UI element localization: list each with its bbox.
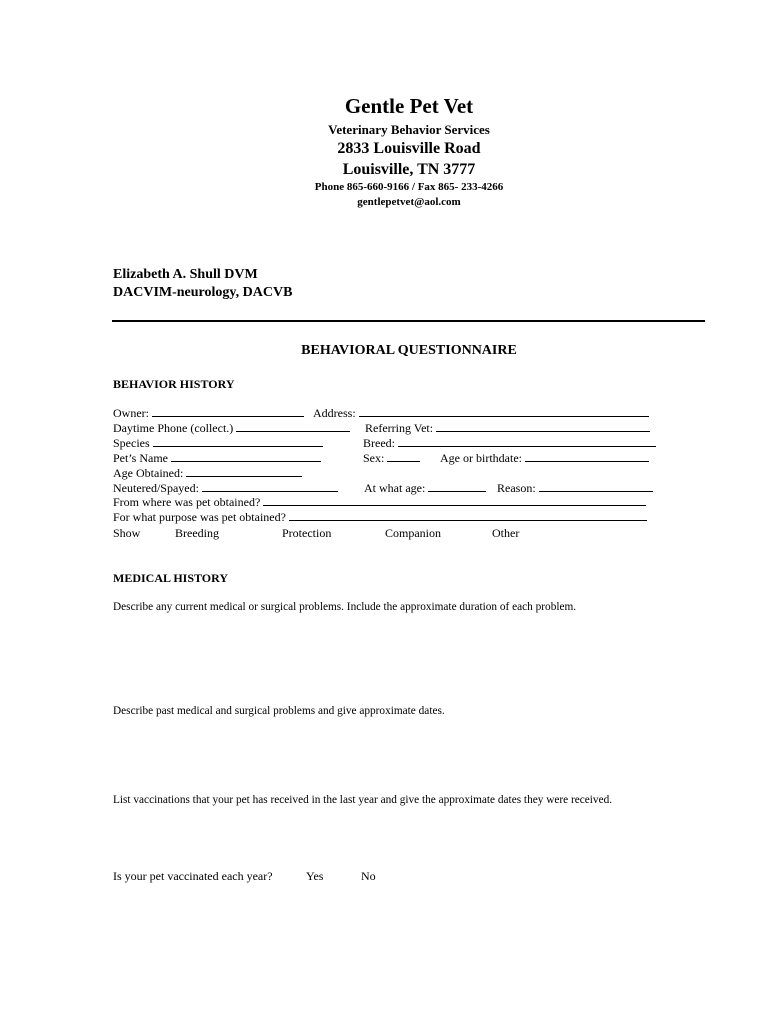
doctor-name: Elizabeth A. Shull DVM xyxy=(113,267,258,282)
referring-vet-label: Referring Vet: xyxy=(365,421,434,435)
purpose-option-show[interactable]: Show xyxy=(113,526,141,540)
behavior-history-heading: BEHAVIOR HISTORY xyxy=(113,377,235,391)
doctor-credentials: DACVIM-neurology, DACVB xyxy=(113,285,293,300)
species-line[interactable] xyxy=(153,437,323,447)
form-title: BEHAVIORAL QUESTIONNAIRE xyxy=(301,343,517,358)
clinic-city: Louisville, TN 3777 xyxy=(342,161,476,178)
clinic-name: Gentle Pet Vet xyxy=(344,94,474,118)
question-past-problems: Describe past medical and surgical problems and give approximate dates. xyxy=(113,705,445,717)
question-vaccinations: List vaccinations that your pet has received in the last year and give the approximate dates they were received. xyxy=(113,794,613,806)
question-current-problems: Describe any current medical or surgical problems. Include the approximate duration of each problem. xyxy=(113,601,577,613)
at-what-age-label: At what age: xyxy=(364,481,426,495)
referring-vet-line[interactable] xyxy=(436,422,650,432)
owner-label: Owner: xyxy=(113,406,149,420)
breed-field[interactable] xyxy=(363,436,656,451)
clinic-street: 2833 Louisville Road xyxy=(337,140,481,157)
neutered-field[interactable] xyxy=(113,481,338,496)
purpose-option-breeding[interactable]: Breeding xyxy=(175,526,219,540)
sex-field[interactable] xyxy=(363,451,420,466)
purpose-option-protection[interactable]: Protection xyxy=(282,526,332,540)
species-label: Species xyxy=(113,436,150,450)
age-birthdate-label: Age or birthdate: xyxy=(440,451,522,465)
age-obtained-label: Age Obtained: xyxy=(113,466,184,480)
where-obtained-field[interactable] xyxy=(113,495,646,510)
purpose-option-other[interactable]: Other xyxy=(492,526,520,540)
age-obtained-field[interactable] xyxy=(113,466,302,481)
daytime-phone-line[interactable] xyxy=(236,422,350,432)
daytime-phone-field[interactable] xyxy=(113,421,350,436)
age-birthdate-field[interactable] xyxy=(440,451,649,466)
reason-line[interactable] xyxy=(539,482,653,492)
purpose-obtained-label: For what purpose was pet obtained? xyxy=(113,510,286,524)
owner-line[interactable] xyxy=(152,407,304,417)
sex-line[interactable] xyxy=(387,452,420,462)
address-field[interactable] xyxy=(313,406,649,421)
purpose-obtained-line[interactable] xyxy=(289,511,647,521)
address-line[interactable] xyxy=(359,407,649,417)
at-what-age-field[interactable] xyxy=(364,481,486,496)
medical-history-heading: MEDICAL HISTORY xyxy=(113,571,229,585)
question-vaccinated-yearly: Is your pet vaccinated each year? xyxy=(113,869,273,883)
neutered-line[interactable] xyxy=(202,482,338,492)
address-label: Address: xyxy=(313,406,356,420)
breed-label: Breed: xyxy=(363,436,395,450)
reason-label: Reason: xyxy=(497,481,536,495)
clinic-subtitle: Veterinary Behavior Services xyxy=(328,122,490,137)
clinic-phone-fax: Phone 865-660-9166 / Fax 865- 233-4266 xyxy=(314,181,504,193)
breed-line[interactable] xyxy=(398,437,656,447)
where-obtained-line[interactable] xyxy=(263,496,646,506)
owner-field[interactable] xyxy=(113,406,304,421)
header-divider xyxy=(112,320,705,322)
pets-name-field[interactable] xyxy=(113,451,321,466)
referring-vet-field[interactable] xyxy=(365,421,650,436)
where-obtained-label: From where was pet obtained? xyxy=(113,495,261,509)
age-obtained-line[interactable] xyxy=(186,467,302,477)
age-birthdate-line[interactable] xyxy=(525,452,649,462)
purpose-obtained-field[interactable] xyxy=(113,510,647,525)
clinic-email: gentlepetvet@aol.com xyxy=(357,196,461,208)
sex-label: Sex: xyxy=(363,451,385,465)
daytime-phone-label: Daytime Phone (collect.) xyxy=(113,421,234,435)
pets-name-line[interactable] xyxy=(171,452,321,462)
vaccinated-no-option[interactable]: No xyxy=(361,869,376,883)
reason-field[interactable] xyxy=(497,481,653,496)
at-what-age-line[interactable] xyxy=(428,482,486,492)
pets-name-label: Pet’s Name xyxy=(113,451,168,465)
vaccinated-yes-option[interactable]: Yes xyxy=(306,869,324,883)
neutered-label: Neutered/Spayed: xyxy=(113,481,199,495)
species-field[interactable] xyxy=(113,436,323,451)
purpose-option-companion[interactable]: Companion xyxy=(385,526,441,540)
